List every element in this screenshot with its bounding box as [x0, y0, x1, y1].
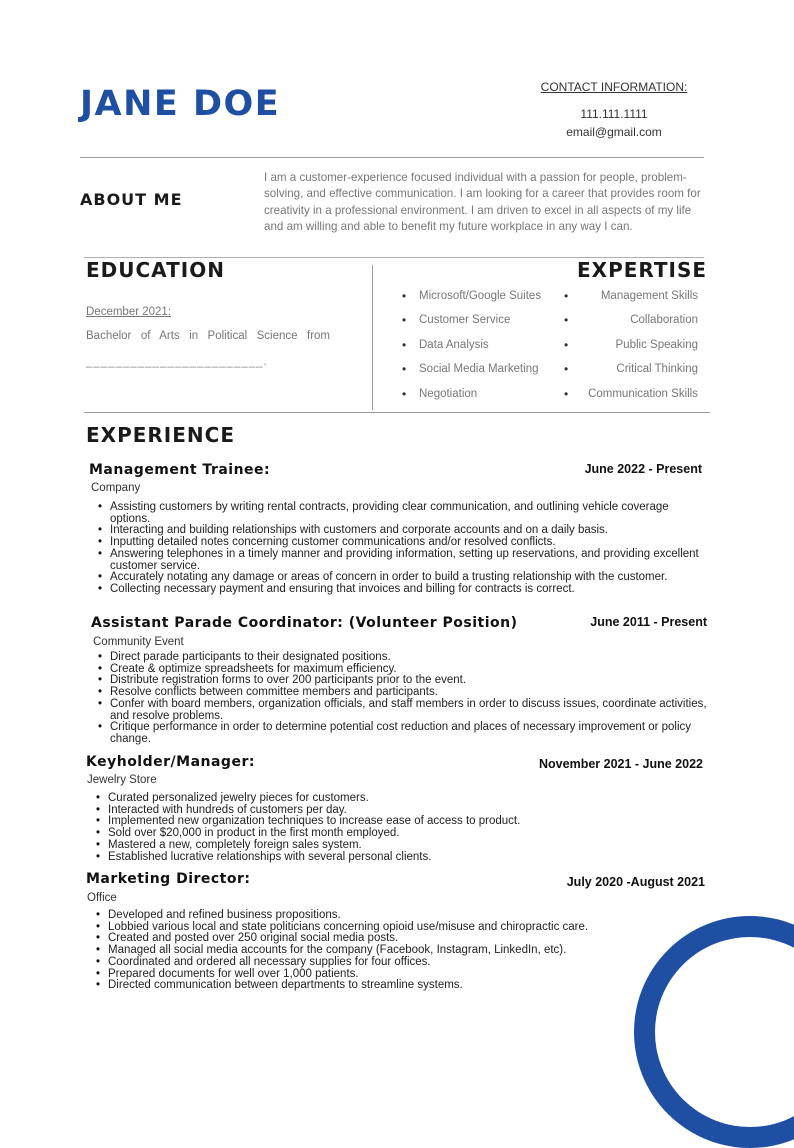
list-item: • Interacting and building relationships with customers and corporate accounts and on a daily basis.	[110, 525, 710, 537]
job-company: Company	[91, 482, 141, 494]
job-company: Community Event	[93, 636, 184, 648]
experience-heading: EXPERIENCE	[86, 423, 235, 447]
education-heading: EDUCATION	[86, 258, 225, 282]
list-item: • Critique performance in order to determine potential cost reduction and places of necessary improvement or policy change.	[110, 722, 710, 745]
expertise-item: • Customer Service	[402, 313, 552, 337]
about-text: I am a customer-experience focused individual with a passion for people, problem-solving, and effective communication. I am looking for a career that provides room for creativity in a professional environment. I am driven to excel in all aspects of my life and am willing and able to benefit my future workplace in any way I can.	[264, 171, 701, 234]
about-heading: ABOUT ME	[80, 190, 183, 209]
job-title: Marketing Director:	[86, 871, 251, 887]
contact-phone: 111.111.1111	[580, 107, 648, 121]
list-item: • Inputting detailed notes concerning customer communications and/or resolved conflicts.	[110, 537, 710, 549]
job-company: Office	[87, 892, 117, 904]
list-item: • Collecting necessary payment and ensuring that invoices and billing for contracts is correct.	[110, 584, 710, 596]
job-title: Keyholder/Manager:	[86, 754, 255, 770]
list-item: • Created and posted over 250 original social media posts.	[108, 933, 708, 945]
job-date: June 2022 - Present	[584, 462, 702, 476]
contact-heading: CONTACT INFORMATION:	[540, 80, 688, 94]
list-item: • Distribute registration forms to over 200 participants prior to the event.	[110, 675, 710, 687]
section-divider	[84, 412, 710, 413]
job-bullets	[89, 910, 708, 992]
list-item: • Answering telephones in a timely manner and providing information, setting up reservations, and providing excellent customer service.	[110, 549, 710, 572]
list-item: • Assisting customers by writing rental contracts, providing clear communication, and outlining vehicle coverage options.	[110, 502, 710, 525]
job-bullets	[91, 502, 710, 596]
expertise-list-right	[564, 289, 698, 411]
expertise-item: • Communication Skills	[564, 387, 698, 411]
resume-name: JANE DOE	[80, 84, 281, 124]
expertise-item: • Critical Thinking	[564, 362, 698, 386]
job-date: June 2011 - Present	[590, 615, 707, 629]
job-date: July 2020 -August 2021	[566, 875, 705, 889]
list-item: • Developed and refined business propositions.	[108, 910, 708, 922]
job-company: Jewelry Store	[87, 774, 157, 786]
list-item: • Established lucrative relationships with several personal clients.	[108, 852, 708, 864]
job-bullets	[89, 793, 708, 863]
job-title: Assistant Parade Coordinator: (Volunteer Position)	[91, 615, 518, 631]
education-placeholder-line: ________________________.	[86, 356, 268, 368]
list-item: • Prepared documents for well over 1,000 patients.	[108, 969, 708, 981]
list-item: • Lobbied various local and state politicians concerning opioid use/misuse and chiropractic care.	[108, 922, 708, 934]
expertise-list-left	[402, 289, 552, 411]
expertise-item: • Public Speaking	[564, 338, 698, 362]
job-title: Management Trainee:	[89, 462, 271, 478]
list-item: • Curated personalized jewelry pieces for customers.	[108, 793, 708, 805]
column-divider	[372, 265, 373, 410]
list-item: • Interacted with hundreds of customers per day.	[108, 805, 708, 817]
list-item: • Managed all social media accounts for the company (Facebook, Instagram, LinkedIn, etc).	[108, 945, 708, 957]
list-item: • Confer with board members, organization officials, and staff members in order to discuss issues, coordinate activities, and resolve problems.	[110, 699, 710, 722]
expertise-item: • Negotiation	[402, 387, 552, 411]
expertise-item: • Management Skills	[564, 289, 698, 313]
education-date: December 2021:	[86, 306, 172, 318]
list-item: • Resolve conflicts between committee members and participants.	[110, 687, 710, 699]
list-item: • Direct parade participants to their designated positions.	[110, 652, 710, 664]
expertise-item: • Social Media Marketing	[402, 362, 552, 386]
contact-block	[528, 80, 700, 140]
expertise-item: • Microsoft/Google Suites	[402, 289, 552, 313]
list-item: • Accurately notating any damage or areas of concern in order to build a trusting relationship with the customer.	[110, 572, 710, 584]
list-item: • Sold over $20,000 in product in the first month employed.	[108, 828, 708, 840]
list-item: • Coordinated and ordered all necessary supplies for four offices.	[108, 957, 708, 969]
list-item: • Create & optimize spreadsheets for maximum efficiency.	[110, 664, 710, 676]
expertise-heading: EXPERTISE	[577, 258, 708, 282]
list-item: • Mastered a new, completely foreign sales system.	[108, 840, 708, 852]
education-degree: Bachelor of Arts in Political Science from	[86, 330, 330, 342]
expertise-item: • Data Analysis	[402, 338, 552, 362]
expertise-item: • Collaboration	[564, 313, 698, 337]
list-item: • Implemented new organization techniques to increase ease of access to product.	[108, 816, 708, 828]
job-bullets	[91, 652, 710, 746]
contact-email: email@gmail.com	[566, 125, 662, 139]
header-divider	[80, 157, 704, 158]
job-date: November 2021 - June 2022	[539, 757, 703, 771]
list-item: • Directed communication between departments to streamline systems.	[108, 980, 708, 992]
